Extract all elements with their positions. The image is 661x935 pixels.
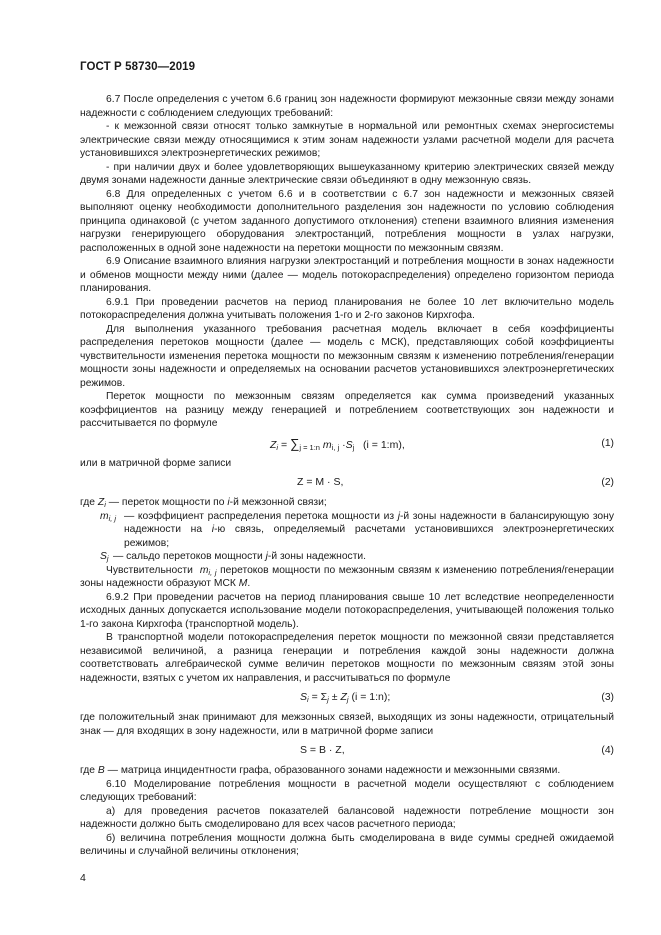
- paragraph-transport: В транспортной модели потокораспределения переток мощности по межзонной связи представляется независимой величиной, а разница генерации и потребления каждой зоны надежности должна соответствовать алгебраической сумме величин перетоков мощности по межзонным связям этой зоны надежности, взятых с учетом их направления, и рассчитываться по формуле: [80, 632, 614, 684]
- paragraph-6-10-a: а) для проведения расчетов показателей балансовой надежности потребление мощности зон надежности должно быть смоделировано для всех часов расчетного периода;: [80, 805, 614, 830]
- paragraph-6-7: 6.7 После определения с учетом 6.6 границ зон надежности формируют межзонные связи между зонами надежности с соблюдением следующих требований:: [80, 94, 614, 119]
- formula-1: [80, 437, 614, 452]
- formula-4-expression: S = B · Z,: [300, 744, 345, 756]
- formula-2: [80, 476, 614, 491]
- where-s: $S_j$ — сальдо перетоков мощности j-й зоны надежности.: [100, 551, 367, 563]
- formula-3-number: (3): [601, 692, 614, 703]
- paragraph-6-10-b: б) величина потребления мощности должна быть смоделирована в виде суммы средней ожидаемой величины и случайной величины отклонения;: [80, 832, 614, 857]
- paragraph-6-9: 6.9 Описание взаимного влияния нагрузки электростанций и потребления мощности в зонах надежности и обменов мощности между ними (далее — модель потокораспределения) определено горизонтом периода планирования.: [80, 256, 614, 294]
- where-z: где $Z_i$ — переток мощности по i-й межзонной связи;: [80, 497, 327, 509]
- paragraph-6-10: 6.10 Моделирование потребления мощности в расчетной модели осуществляют с соблюдением следующих требований:: [80, 778, 614, 803]
- where-m: $m_{i, j}$ — коэффициент распределения перетока мощности из j-й зоны надежности в балансирующую зону надежности на i-ю связь, определяемый расчетами установившихся электроэнергетических режимов;: [100, 510, 614, 549]
- formula-2-expression: Z = M · S,: [297, 476, 344, 488]
- formula-1-number: (1): [601, 437, 614, 449]
- formula-4: [80, 744, 614, 759]
- paragraph-6-9-1: 6.9.1 При проведении расчетов на период планирования не более 10 лет включительно модель потокораспределения должна учитывать положения 1-го и 2-го законов Кирхгофа.: [80, 296, 614, 321]
- formula-2-number: (2): [601, 477, 614, 488]
- paragraph-sign: где положительный знак принимают для межзонных связей, выходящих из зоны надежности, отрицательный знак — для входящих в зону надежности, или в матричной форме записи: [80, 712, 614, 737]
- paragraph-where-b: где B — матрица инцидентности графа, образованного зонами надежности и межзонными связями.: [80, 765, 561, 776]
- document-body: [80, 93, 614, 859]
- formula-1-expression: $Z_i = \sum_{j = 1:n}$ $m_{i, j} \cdot S_j$ (i = 1:m),: [270, 435, 405, 452]
- formula-3-expression: $S_i = \Sigma_j \pm Z_j$ (i = 1:n);: [300, 691, 391, 704]
- paragraph-flow: Переток мощности по межзонным связям определяется как сумма произведений указанных коэффициентов на разницу между генерацией и потреблением соответствующих зон надежности и рассчитывается по формуле: [80, 391, 614, 429]
- page-number: 4: [80, 872, 86, 884]
- formula-4-number: (4): [601, 745, 614, 756]
- paragraph-requirement: Для выполнения указанного требования расчетная модель включает в себя коэффициенты распределения перетоков мощности (далее — модель с МСК), представляющих собой коэффициенты чувствительности изменения перетока мощности по межзонным связям к изменению потребления/генерации мощности зоны надежности и определяемых на основании расчетов установившихся электроэнергетических режимов.: [80, 323, 614, 389]
- formula-3: [80, 691, 614, 706]
- paragraph-6-9-2: 6.9.2 При проведении расчетов на период планирования свыше 10 лет вследствие неопределенности исходных данных допускается использование модели потокораспределения, учитывающей положения только 1-го закона Кирхгофа (транспортной модель).: [80, 591, 614, 630]
- paragraph-matrix-1: или в матричной форме записи: [80, 457, 232, 469]
- standard-header: ГОСТ Р 58730—2019: [80, 61, 196, 73]
- paragraph-6-7-a: - к межзонной связи относят только замкнутые в нормальной или ремонтных схемах энергосистемы электрические связи между относящимися к этим зонам надежности узлами расчетной модели для расчета установившихся электроэнергетических режимов;: [80, 121, 614, 159]
- paragraph-6-7-b: - при наличии двух и более удовлетворяющих вышеуказанному критерию электрических связей между двумя зонами надежности данные электрические связи объединяют в одну межзонную связь.: [80, 161, 614, 186]
- paragraph-sensitivity: Чувствительности $m_{i, j}$ перетоков мощности по межзонным связям к изменению потребления/генерации зоны надежности образуют МСК M.: [80, 564, 614, 589]
- paragraph-6-8: 6.8 Для определенных с учетом 6.6 и в соответствии с 6.7 зон надежности и межзонных связей выполняют оценку необходимости дополнительного разделения зон надежности по условию соблюдения принципа одинаковой (с учетом заданного допустимого отклонения) степени взаимного влияния изменения нагрузки генерирующего оборудования электростанций, потребления мощности в узлах нагрузки, расположенных в одной зоне надежности на перетоки мощности по межзонным связям.: [80, 188, 614, 254]
